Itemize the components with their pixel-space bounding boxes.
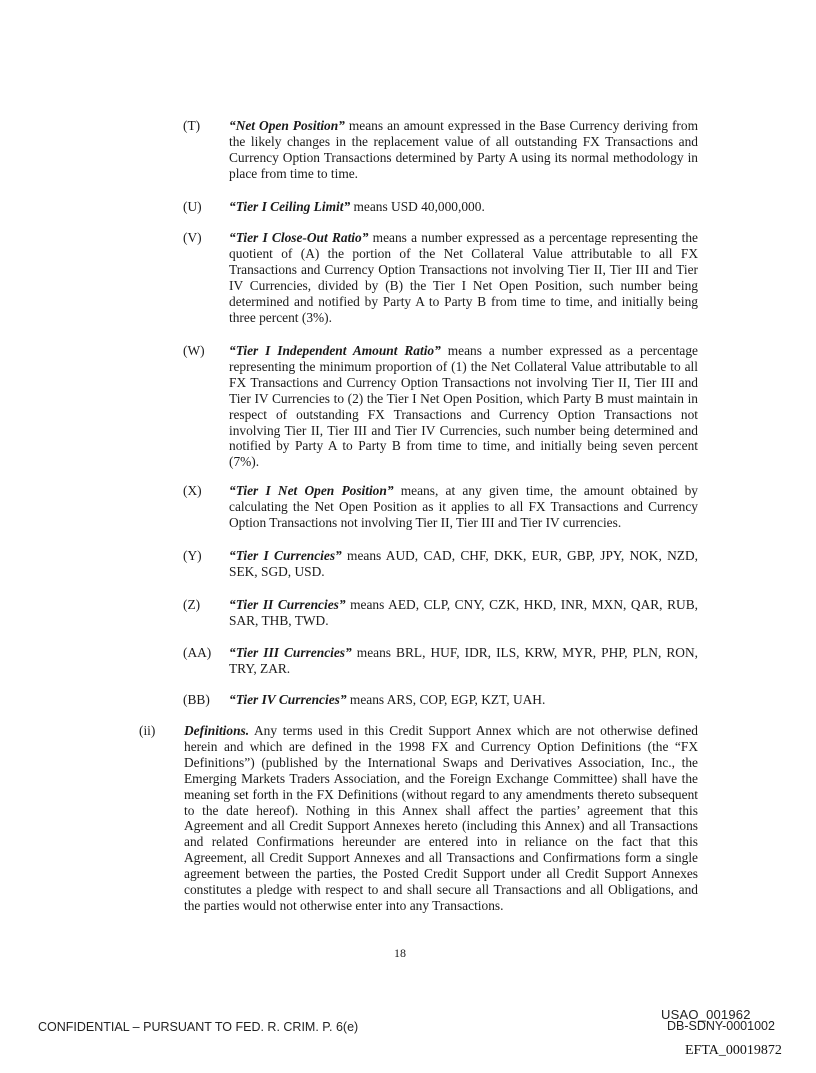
definition-label: (X) [183, 483, 202, 498]
definition-label: (T) [183, 118, 201, 133]
defined-term: “Net Open Position” [229, 118, 345, 133]
definition-label: (V) [183, 230, 202, 245]
efta-number: EFTA_00019872 [685, 1043, 782, 1058]
definition-text [229, 343, 698, 470]
confidential-notice: CONFIDENTIAL – PURSUANT TO FED. R. CRIM. P. 6(e) [38, 1020, 359, 1034]
paragraph-label: (ii) [139, 723, 156, 738]
definition-text [229, 118, 698, 182]
paragraph-text [184, 723, 698, 914]
defined-term: “Tier I Currencies” [229, 548, 342, 563]
page-number: 18 [394, 946, 406, 960]
definition-text [229, 597, 698, 629]
defined-term: “Tier III Currencies” [229, 645, 352, 660]
defined-term: “Tier IV Currencies” [229, 692, 347, 707]
defined-term: “Tier II Currencies” [229, 597, 346, 612]
definition-label: (W) [183, 343, 205, 358]
definition-label: (AA) [183, 645, 212, 660]
definition-text [229, 548, 698, 580]
definition-label: (U) [183, 199, 202, 214]
defined-term: “Tier I Independent Amount Ratio” [229, 343, 441, 358]
definition-body: means, at any given time, the amount obtained by calculating the Net Open Position as it applies to all FX Transactions and Currency Option Transactions not involving Tier II, Tier III and Tier IV currencies. [229, 483, 698, 530]
paragraph-heading: Definitions. [184, 723, 250, 738]
definition-body: means AED, CLP, CNY, CZK, HKD, INR, MXN, QAR, RUB, SAR, THB, TWD. [229, 597, 698, 628]
definition-label: (Y) [183, 548, 202, 563]
definition-label: (BB) [183, 692, 210, 707]
definition-text [229, 645, 698, 677]
definition-body: means a number expressed as a percentage representing the quotient of (A) the portion of the Net Collateral Value attributable to all FX Transactions and Currency Option Transactions not involving Tier II, Tier III and Tier IV Currencies, divided by (B) the Tier I Net Open Position, such number being determined and notified by Party A to Party B from time to time, and initially being three percent (3%). [229, 230, 698, 325]
bates-db: DB-SDNY-0001002 [667, 1019, 775, 1033]
definition-body: means an amount expressed in the Base Currency deriving from the likely changes in the replacement value of all outstanding FX Transactions and Currency Option Transactions determined by Party A using its normal methodology in place from time to time. [229, 118, 698, 181]
defined-term: “Tier I Net Open Position” [229, 483, 394, 498]
definition-body: means ARS, COP, EGP, KZT, UAH. [346, 692, 546, 707]
definition-text [229, 483, 698, 531]
definition-text [229, 230, 698, 325]
bates-usao: USAO_001962 [661, 1007, 751, 1022]
definition-text [229, 199, 698, 215]
definition-label: (Z) [183, 597, 201, 612]
definition-body: means USD 40,000,000. [350, 199, 485, 214]
definition-body: means AUD, CAD, CHF, DKK, EUR, GBP, JPY, NOK, NZD, SEK, SGD, USD. [229, 548, 698, 579]
definition-body: means a number expressed as a percentage representing the minimum proportion of (1) the Net Collateral Value attributable to all FX Transactions and Currency Option Transactions not involving Tier II, Tier III and Tier IV Currencies to (2) the Tier I Net Open Position, which Party B must maintain in respect of outstanding FX Transactions and Currency Option Transactions not involving Tier II, Tier III and Tier IV Currencies, such number being determined and notified by Party A to Party B from time to time, and initially being seven percent (7%). [229, 343, 698, 470]
definition-body: means BRL, HUF, IDR, ILS, KRW, MYR, PHP, PLN, RON, TRY, ZAR. [229, 645, 698, 676]
defined-term: “Tier I Ceiling Limit” [229, 199, 351, 214]
defined-term: “Tier I Close-Out Ratio” [229, 230, 369, 245]
definition-text [229, 692, 698, 708]
paragraph-body: Any terms used in this Credit Support Annex which are not otherwise defined herein and which are defined in the 1998 FX and Currency Option Definitions (the “FX Definitions”) (published by the International Swaps and Derivatives Association, Inc., the Emerging Markets Traders Association, and the Foreign Exchange Committee) shall have the meaning set forth in the FX Definitions (without regard to any amendments thereto subsequent to the date hereof). Nothing in this Annex shall affect the parties’ agreement that this Agreement and all Credit Support Annexes hereto (including this Annex) and all Transactions and related Confirmations hereunder are entered into in reliance on the fact that this Agreement, all Credit Support Annexes and all Transactions and Confirmations form a single agreement between the parties, the Posted Credit Support under all Credit Support Annexes constitutes a pledge with respect to and shall secure all Transactions and all Obligations, and the parties would not otherwise enter into any Transactions. [184, 723, 698, 913]
